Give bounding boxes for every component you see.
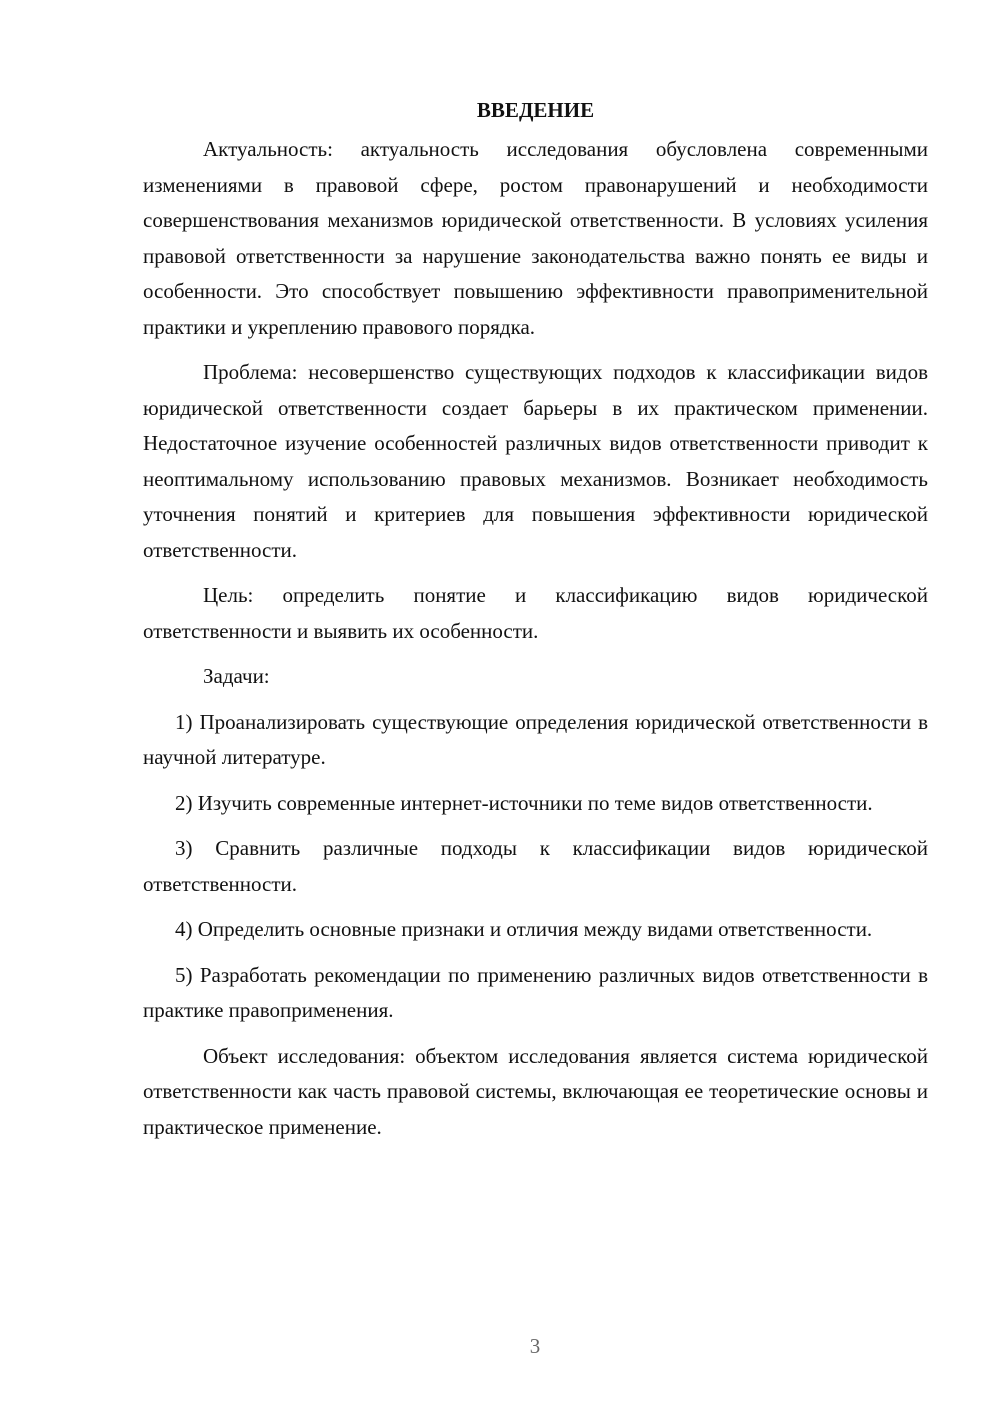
tasks-heading: Задачи: — [203, 664, 270, 688]
task-item-5: 5) Разработать рекомендации по применению различных видов ответственности в практике правоприменения. — [143, 962, 928, 1022]
task-item-4: 4) Определить основные признаки и отличия между видами ответственности. — [175, 917, 873, 941]
task-item-2: 2) Изучить современные интернет-источники по теме видов ответственности. — [175, 790, 873, 815]
task-item-3: 3) Сравнить различные подходы к классификации видов юридической ответственности. — [143, 836, 928, 896]
section-title: ВВЕДЕНИЕ — [476, 98, 595, 122]
task-item-1: 1) Проанализировать существующие определения юридической ответственности в научной литературе. — [143, 709, 928, 769]
paragraph-object: Объект исследования: объектом исследования является система юридической ответственности как часть правовой системы, включающая ее теоретические основы и практическое применение. — [143, 1043, 928, 1139]
paragraph-goal: Цель: определить понятие и классификацию видов юридической ответственности и выявить их особенности. — [143, 583, 928, 643]
page-number: 3 — [529, 1334, 541, 1358]
paragraph-relevance: Актуальность: актуальность исследования обусловлена современными изменениями в правовой сфере, ростом правонарушений и необходимости совершенствования механизмов юридической ответственности. В условиях усиления правовой ответственности за нарушение законодательства важно понять ее виды и особенности. Это способствует повышению эффективности правоприменительной практики и укреплению правового порядка. — [143, 137, 928, 339]
page-content — [143, 92, 928, 1155]
paragraph-problem: Проблема: несовершенство существующих подходов к классификации видов юридической ответственности создает барьеры в их практическом применении. Недостаточное изучение особенностей различных видов ответственности приводит к неоптимальному использованию правовых механизмов. Возникает необходимость уточнения понятий и критериев для повышения эффективности юридической ответственности. — [143, 360, 928, 562]
